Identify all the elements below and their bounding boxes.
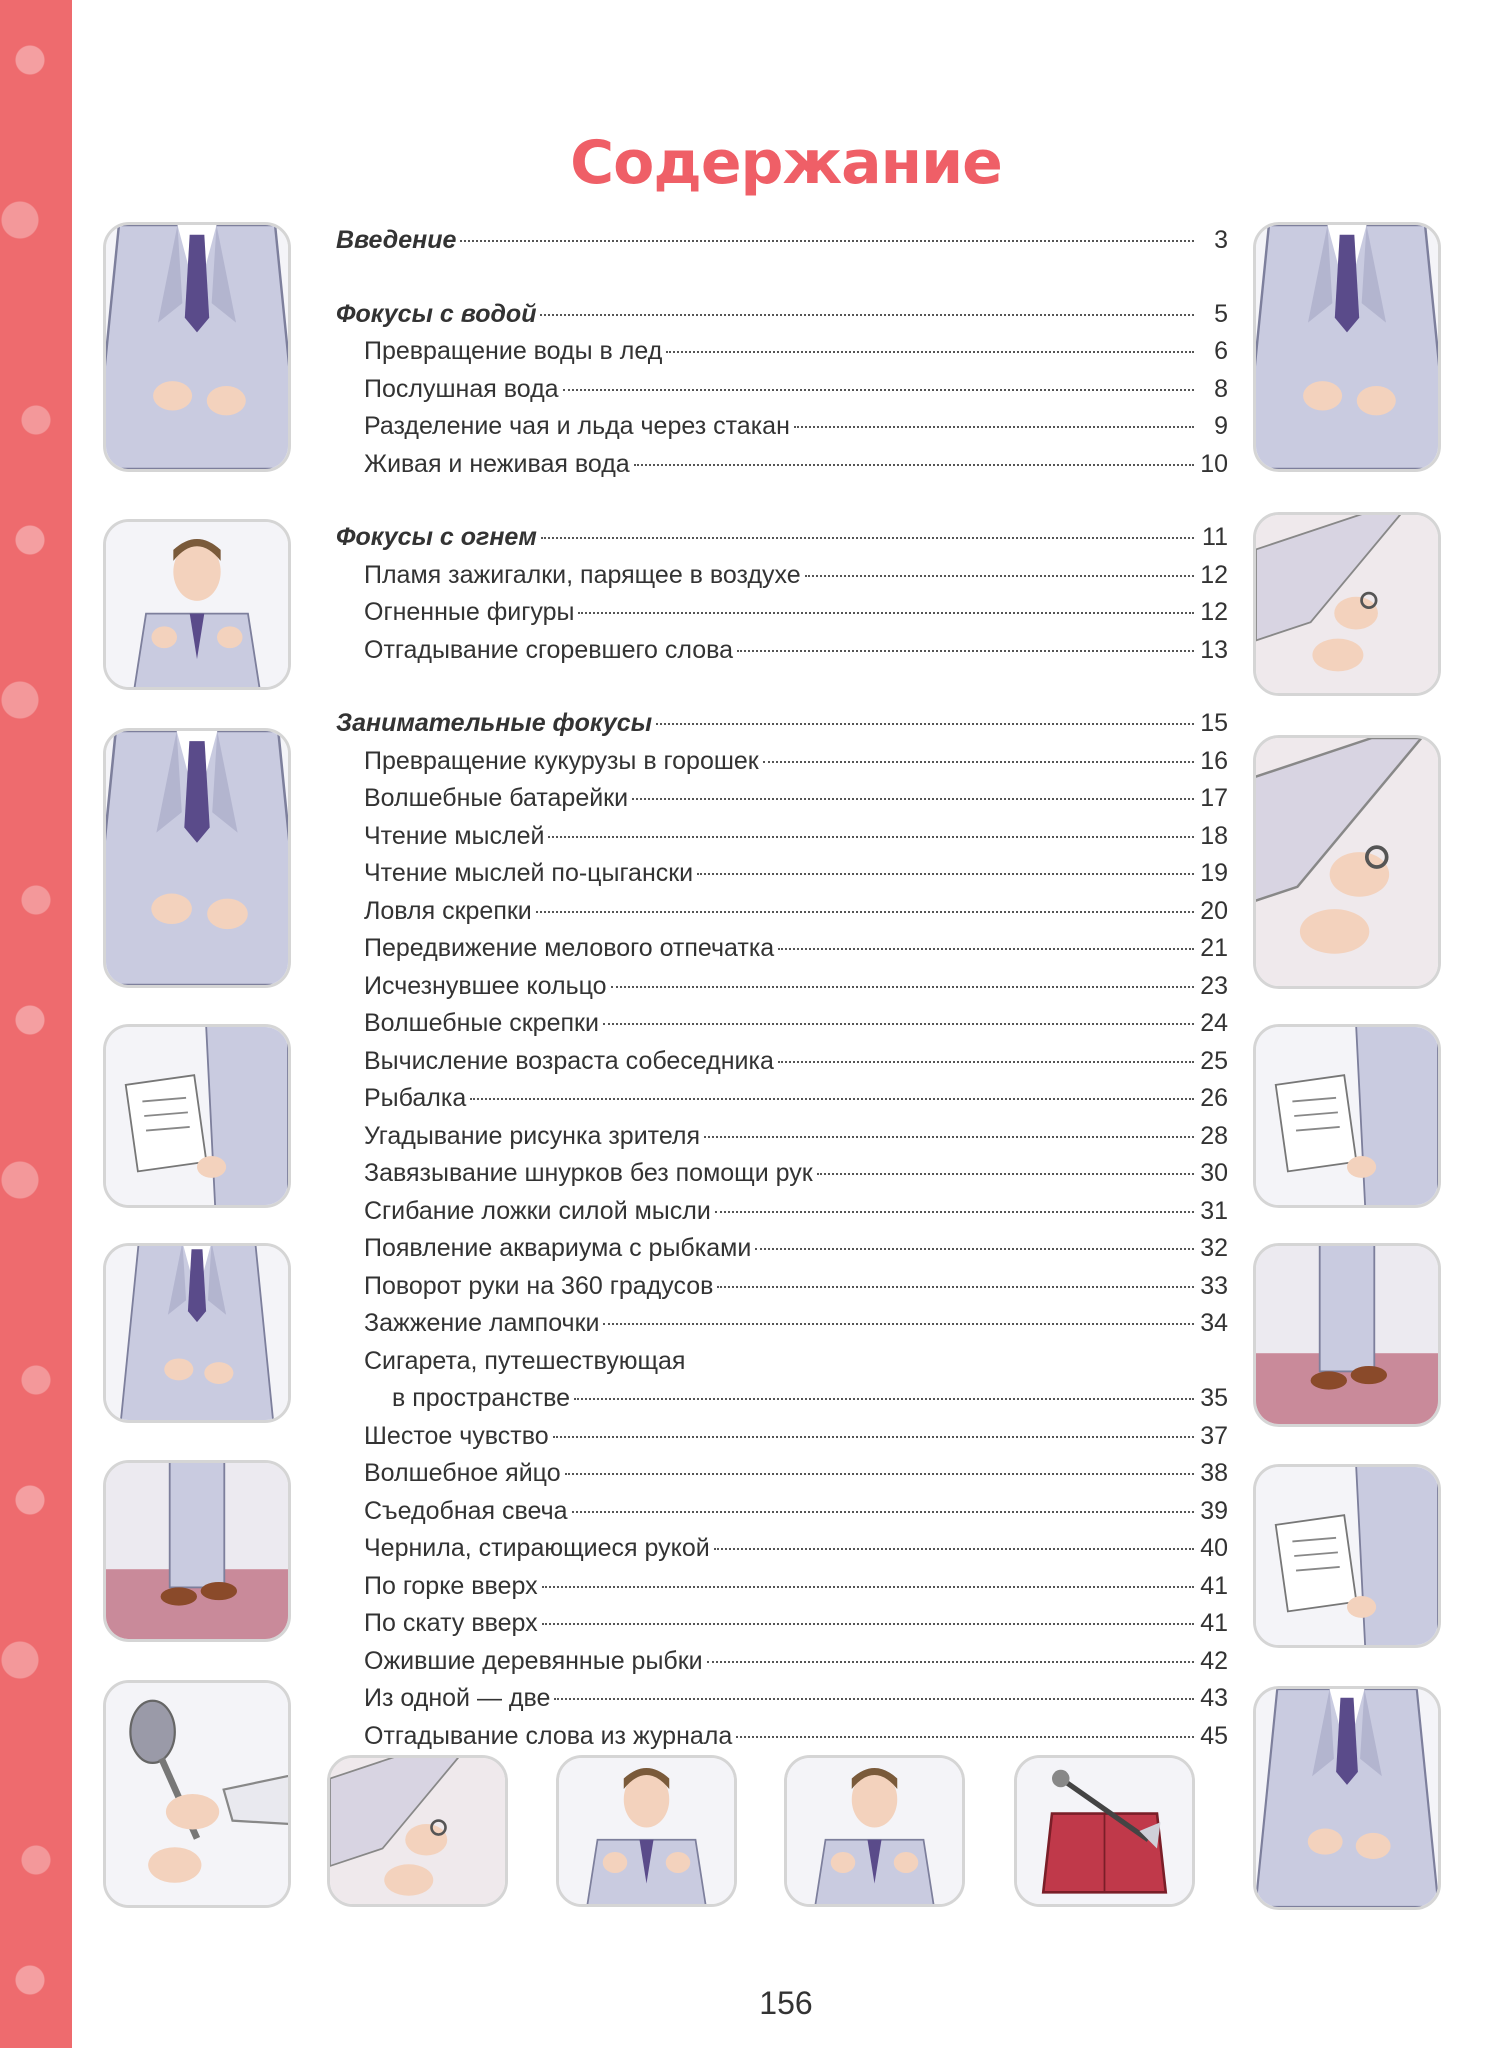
- dot-leader: [737, 650, 1194, 652]
- toc-entry-title: Сигарета, путешествующая: [364, 1346, 686, 1375]
- toc-entry-title: Передвижение мелового отпечатка: [364, 934, 775, 962]
- toc-entry-page: 11: [1202, 523, 1228, 551]
- toc-entry: [336, 1197, 1228, 1235]
- toc-entry-title: Волшебное яйцо: [364, 1459, 561, 1487]
- dot-leader: [736, 1736, 1194, 1738]
- toc-entry: [336, 1384, 1228, 1422]
- dot-leader: [574, 1398, 1194, 1400]
- toc-entry-title: Вычисление возраста собеседника: [364, 1046, 774, 1075]
- dot-leader: [565, 1473, 1194, 1475]
- toc-entry-page: 30: [1200, 1159, 1228, 1187]
- dot-leader: [553, 1436, 1194, 1438]
- dot-leader: [548, 836, 1194, 838]
- toc-entry-page: 42: [1200, 1646, 1228, 1675]
- dot-leader: [563, 389, 1194, 391]
- toc-entry: [336, 1122, 1228, 1160]
- toc-entry-title: Введение: [336, 226, 457, 254]
- toc-entry-page: 41: [1200, 1609, 1228, 1637]
- toc-entry-title: Угадывание рисунка зрителя: [364, 1121, 701, 1150]
- dot-leader: [632, 798, 1194, 800]
- toc-entry: [336, 412, 1228, 450]
- toc-entry-page: 13: [1200, 635, 1228, 664]
- toc-entry-title: Волшебные скрепки: [364, 1009, 599, 1037]
- dot-leader: [763, 761, 1194, 763]
- dot-leader: [666, 351, 1194, 353]
- illustration-shoes-floor: [103, 1460, 291, 1642]
- toc-entry: [336, 859, 1228, 897]
- toc-entry: [336, 561, 1228, 599]
- toc-entry: [336, 747, 1228, 785]
- toc-entry-title: Появление аквариума с рыбками: [364, 1234, 752, 1262]
- dot-leader: [578, 612, 1194, 614]
- illustration-spoon-hands: [103, 1680, 291, 1908]
- illustration-paper-sheets: [1253, 1464, 1441, 1648]
- toc-entry-page: 35: [1200, 1384, 1228, 1412]
- toc-entry-title: Чтение мыслей по-цыгански: [364, 859, 694, 887]
- illustration-water-bottle: [103, 222, 291, 472]
- toc-entry-title: Исчезнувшее кольцо: [364, 971, 607, 1000]
- toc-entry-page: 31: [1200, 1196, 1228, 1225]
- toc-entry: [336, 1647, 1228, 1685]
- toc-entry-title: Чернила, стирающиеся рукой: [364, 1534, 710, 1562]
- toc-entry-page: 38: [1200, 1459, 1228, 1487]
- dot-leader: [634, 464, 1194, 466]
- dot-leader: [805, 575, 1194, 577]
- toc-entry-page: 26: [1200, 1084, 1228, 1112]
- table-of-contents: [336, 226, 1228, 1759]
- toc-entry-page: 21: [1200, 934, 1228, 962]
- toc-entry-title: Завязывание шнурков без помощи рук: [364, 1159, 813, 1187]
- dot-leader: [611, 986, 1194, 988]
- toc-entry-page: 40: [1200, 1534, 1228, 1562]
- toc-entry-title: Из одной — две: [364, 1684, 551, 1712]
- dot-leader: [656, 723, 1194, 725]
- toc-section: [336, 709, 1228, 747]
- toc-entry-title: Чтение мыслей: [364, 821, 545, 850]
- dot-leader: [714, 1548, 1194, 1550]
- toc-entry-title: Поворот руки на 360 градусов: [364, 1271, 714, 1300]
- toc-entry: [336, 1422, 1228, 1460]
- toc-entry: [336, 1459, 1228, 1497]
- toc-entry: [336, 1534, 1228, 1572]
- toc-entry-title: Занимательные фокусы: [336, 709, 653, 737]
- dot-leader: [707, 1661, 1194, 1663]
- toc-gap: [336, 487, 1228, 523]
- illustration-drawing-cards: [1253, 1024, 1441, 1208]
- dot-leader: [460, 240, 1194, 242]
- toc-entry-page: 33: [1200, 1271, 1228, 1300]
- toc-entry: [336, 1234, 1228, 1272]
- toc-entry: [336, 1347, 1228, 1385]
- toc-entry-title: Фокусы с водой: [336, 299, 537, 328]
- dot-leader: [717, 1286, 1194, 1288]
- toc-entry-title: Огненные фигуры: [364, 598, 575, 626]
- illustration-suit-hands-behind: [103, 1243, 291, 1423]
- toc-entry-title: Отгадывание сгоревшего слова: [364, 635, 734, 664]
- illustration-writing-paper: [103, 1024, 291, 1208]
- dot-leader: [778, 1061, 1194, 1063]
- toc-entry-page: 39: [1200, 1496, 1228, 1525]
- toc-entry-title: Пламя зажигалки, парящее в воздухе: [364, 560, 801, 589]
- illustration-magician-gesture: [556, 1755, 737, 1907]
- toc-entry: [336, 450, 1228, 488]
- toc-entry-title: Живая и неживая вода: [364, 449, 630, 478]
- toc-entry: [336, 1684, 1228, 1722]
- dot-leader: [554, 1698, 1194, 1700]
- dot-leader: [755, 1248, 1194, 1250]
- toc-entry: [336, 337, 1228, 375]
- toc-entry-title: Волшебные батарейки: [364, 784, 629, 812]
- dot-leader: [470, 1098, 1194, 1100]
- toc-entry: [336, 897, 1228, 935]
- toc-entry-title: Превращение кукурузы в горошек: [364, 746, 759, 775]
- toc-entry-title: Разделение чая и льда через стакан: [364, 412, 790, 440]
- dot-leader: [794, 426, 1194, 428]
- dot-leader: [540, 314, 1194, 316]
- toc-gap: [336, 264, 1228, 300]
- illustration-man-candle: [784, 1755, 965, 1907]
- illustration-arm-ring: [1253, 735, 1441, 989]
- dot-leader: [697, 873, 1194, 875]
- toc-entry-page: 45: [1200, 1721, 1228, 1750]
- illustration-aquarium-stand: [1253, 1243, 1441, 1427]
- toc-entry-page: 23: [1200, 971, 1228, 1000]
- toc-entry-page: 18: [1200, 821, 1228, 850]
- illustration-handbag: [1014, 1755, 1195, 1907]
- toc-entry: [336, 1497, 1228, 1535]
- toc-entry: [336, 1609, 1228, 1647]
- toc-entry-page: 20: [1200, 896, 1228, 925]
- illustration-glass-plate: [1253, 222, 1441, 472]
- toc-entry-title: Сгибание ложки силой мысли: [364, 1196, 711, 1225]
- toc-entry-title: Съедобная свеча: [364, 1496, 568, 1525]
- toc-gap: [336, 673, 1228, 709]
- toc-entry-page: 3: [1214, 226, 1228, 254]
- toc-entry-page: 9: [1214, 412, 1228, 440]
- page-title: Содержание: [570, 128, 1002, 198]
- toc-entry-title: Шестое чувство: [364, 1421, 549, 1450]
- toc-entry-title: Ловля скрепки: [364, 896, 532, 925]
- toc-entry-page: 5: [1214, 299, 1228, 328]
- dot-leader: [603, 1023, 1194, 1025]
- dot-leader: [603, 1323, 1194, 1325]
- toc-entry: [336, 1572, 1228, 1610]
- dot-leader: [704, 1136, 1194, 1138]
- toc-entry-title: Послушная вода: [364, 374, 559, 403]
- toc-section: [336, 226, 1228, 264]
- toc-entry: [336, 1722, 1228, 1760]
- toc-entry-page: 28: [1200, 1121, 1228, 1150]
- toc-entry-page: 32: [1200, 1234, 1228, 1262]
- dot-leader: [542, 1586, 1194, 1588]
- page-number: 156: [759, 1985, 813, 2021]
- illustration-hand-bottle: [1253, 512, 1441, 696]
- dot-leader: [778, 948, 1194, 950]
- toc-entry-page: 17: [1200, 784, 1228, 812]
- toc-entry-page: 25: [1200, 1046, 1228, 1075]
- toc-entry: [336, 1272, 1228, 1310]
- toc-entry: [336, 972, 1228, 1010]
- dot-leader: [715, 1211, 1194, 1213]
- toc-entry: [336, 1047, 1228, 1085]
- toc-entry-page: 6: [1214, 337, 1228, 365]
- toc-entry-title: По горке вверх: [364, 1571, 538, 1600]
- illustration-jacket-rotate: [1253, 1686, 1441, 1910]
- decorative-edge-strip: [0, 0, 72, 2048]
- toc-entry-page: 16: [1200, 746, 1228, 775]
- toc-entry-title: в пространстве: [392, 1384, 570, 1412]
- dot-leader: [541, 537, 1194, 539]
- toc-entry: [336, 822, 1228, 860]
- toc-entry-title: По скату вверх: [364, 1609, 538, 1637]
- toc-entry-page: 12: [1200, 598, 1228, 626]
- toc-entry: [336, 1009, 1228, 1047]
- toc-entry: [336, 1159, 1228, 1197]
- illustration-boy-lighter: [103, 519, 291, 690]
- toc-entry-page: 10: [1200, 449, 1228, 478]
- toc-section: [336, 523, 1228, 561]
- illustration-lamp-stand: [327, 1755, 508, 1907]
- toc-entry-page: 41: [1200, 1571, 1228, 1600]
- dot-leader: [542, 1623, 1194, 1625]
- toc-entry-page: 37: [1200, 1421, 1228, 1450]
- toc-entry-page: 15: [1200, 709, 1228, 737]
- toc-entry-page: 19: [1200, 859, 1228, 887]
- toc-entry-page: 12: [1200, 560, 1228, 589]
- toc-entry: [336, 784, 1228, 822]
- toc-entry-title: Зажжение лампочки: [364, 1309, 600, 1337]
- dot-leader: [572, 1511, 1194, 1513]
- toc-entry-title: Фокусы с огнем: [336, 523, 537, 551]
- dot-leader: [536, 911, 1194, 913]
- toc-entry: [336, 1084, 1228, 1122]
- toc-entry: [336, 598, 1228, 636]
- illustration-suit-flame: [103, 728, 291, 988]
- toc-entry-title: Ожившие деревянные рыбки: [364, 1646, 703, 1675]
- toc-entry-title: Рыбалка: [364, 1084, 467, 1112]
- toc-entry-page: 34: [1200, 1309, 1228, 1337]
- dot-leader: [817, 1173, 1194, 1175]
- toc-entry: [336, 375, 1228, 413]
- toc-entry: [336, 636, 1228, 674]
- toc-entry: [336, 1309, 1228, 1347]
- toc-entry: [336, 934, 1228, 972]
- toc-entry-title: Превращение воды в лед: [364, 337, 663, 365]
- toc-entry-page: 43: [1200, 1684, 1228, 1712]
- toc-section: [336, 300, 1228, 338]
- toc-entry-title: Отгадывание слова из журнала: [364, 1721, 733, 1750]
- toc-entry-page: 8: [1214, 374, 1228, 403]
- toc-entry-page: 24: [1200, 1009, 1228, 1037]
